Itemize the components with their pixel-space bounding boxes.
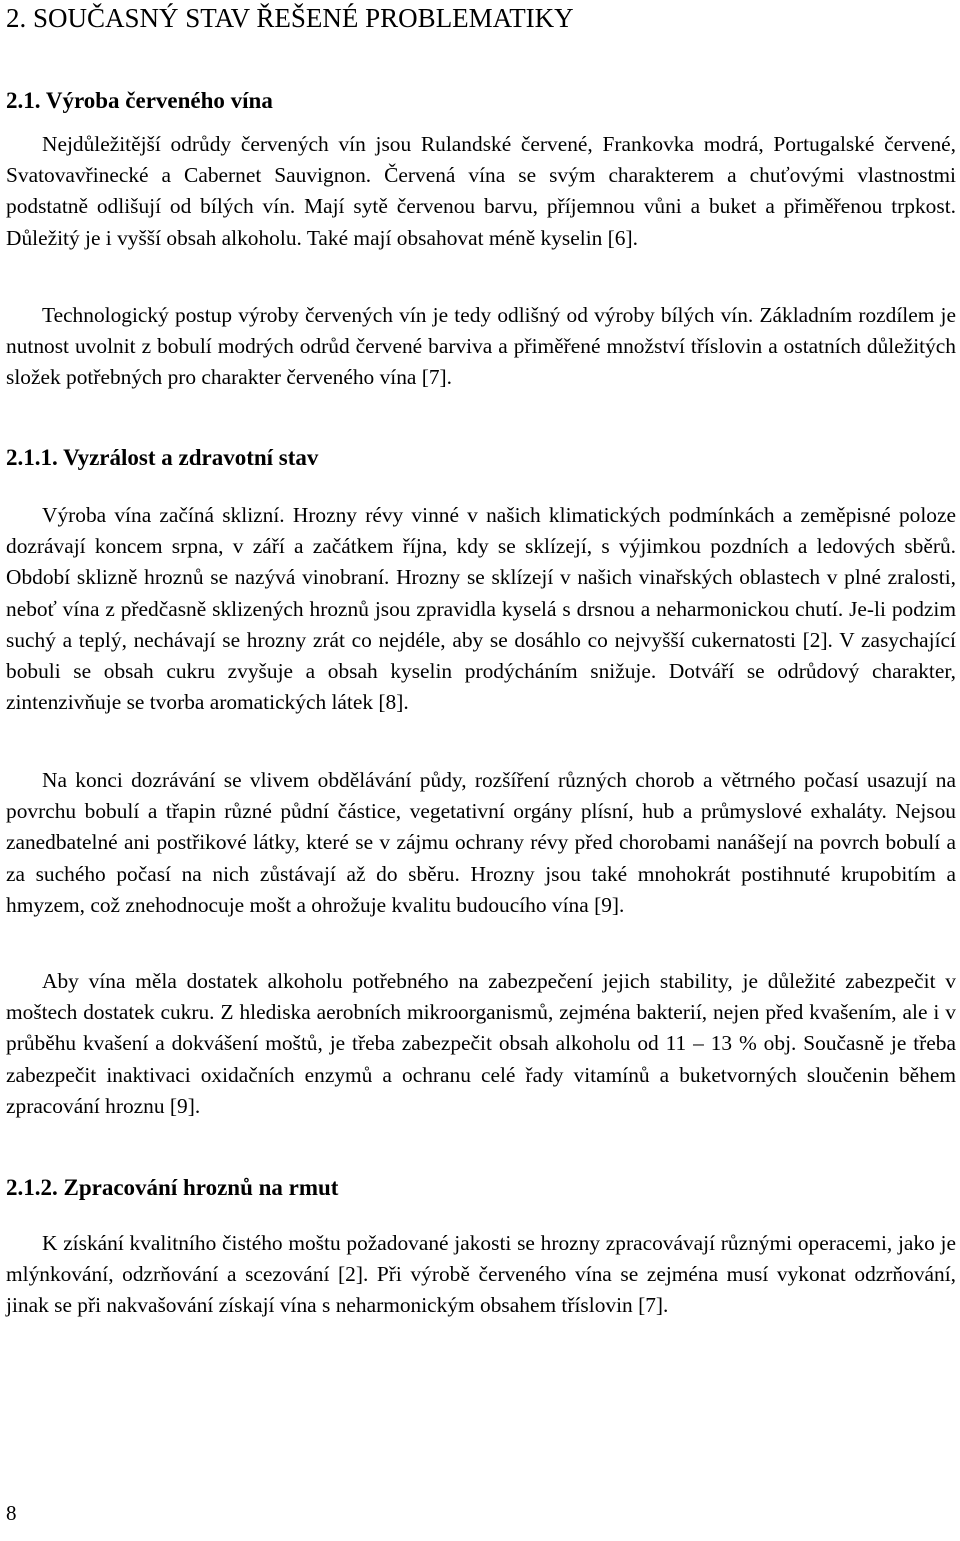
chapter-title: 2. SOUČASNÝ STAV ŘEŠENÉ PROBLEMATIKY [6,3,574,33]
paragraph: Na konci dozrávání se vlivem obdělávání půdy, rozšíření různých chorob a větrného počasí usazují na povrchu bobulí a třapin různé půdní částice, vegetativní orgány plísní, hub a průmyslové exhaláty. Nejsou zanedbatelné ani postřikové látky, které se v zájmu ochrany révy před chorobami nanášejí na povrch bobulí a za suchého počasí na nich zůstávají až do sběru. Hrozny jsou také mnohokrát postihnuté krupobitím a hmyzem, což znehodnocuje mošt a ohrožuje kvalitu budoucího vína [9]. [6,768,956,917]
section-title-2-1-2: 2.1.2. Zpracování hroznů na rmut [6,1175,339,1200]
paragraph: Nejdůležitější odrůdy červených vín jsou Rulandské červené, Frankovka modrá, Portugalské červené, Svatovavřinecké a Cabernet Sauvignon. Červená vína se svým charakterem a chuťovými vlastnostmi podstatně odlišují od bílých vín. Mají sytě červenou barvu, příjemnou vůni a buket a přiměřenou trpkost. Důležitý je i vyšší obsah alkoholu. Také mají obsahovat méně kyselin [6]. [6,132,956,250]
paragraph: K získání kvalitního čistého moštu požadované jakosti se hrozny zpracovávají různými operacemi, jako je mlýnkování, odzrňování a scezování [2]. Při výrobě červeného vína se zejména musí vykonat odzrňování, jinak se při nakvašování získají vína s neharmonickým obsahem tříslovin [7]. [6,1231,956,1318]
section-title-2-1-1: 2.1.1. Vyzrálost a zdravotní stav [6,445,319,470]
paragraph: Výroba vína začíná sklizní. Hrozny révy vinné v našich klimatických podmínkách a zeměpisné poloze dozrávají koncem srpna, v září a začátkem října, kdy se sklízejí, s výjimkou pozdních a ledových sběrů. Období sklizně hroznů se nazývá vinobraní. Hrozny se sklízejí v našich vinařských oblastech v plné zralosti, neboť vína z předčasně sklizených hroznů jsou zpravidla kyselá s drsnou a neharmonickou chutí. Je-li podzim suchý a teplý, nechávají se hrozny zrát co nejdéle, aby se dosáhlo co nejvyšší cukernatosti [2]. V zasychající bobuli se obsah cukru zvyšuje a obsah kyselin prodýcháním snižuje. Dotváří se odrůdový charakter, zintenzivňuje se tvorba aromatických látek [8]. [6,503,956,715]
section-title-2-1: 2.1. Výroba červeného vína [6,88,273,113]
paragraph: Technologický postup výroby červených vín je tedy odlišný od výroby bílých vín. Základním rozdílem je nutnost uvolnit z bobulí modrých odrůd červené barviva a přiměřené množství tříslovin a ostatních důležitých složek potřebných pro charakter červeného vína [7]. [6,303,956,390]
paragraph: Aby vína měla dostatek alkoholu potřebného na zabezpečení jejich stability, je důležité zabezpečit v moštech dostatek cukru. Z hlediska aerobních mikroorganismů, zejména bakterií, nejen před kvašením, ale i v průběhu kvašení a dokvášení moštů, je třeba zabezpečit obsah alkoholu od 11 – 13 % obj. Současně je třeba zabezpečit inaktivaci oxidačních enzymů a ochranu celé řady vitamínů a buketvorných sloučenin během zpracování hroznu [9]. [6,969,956,1118]
page-number: 8 [6,1501,17,1525]
